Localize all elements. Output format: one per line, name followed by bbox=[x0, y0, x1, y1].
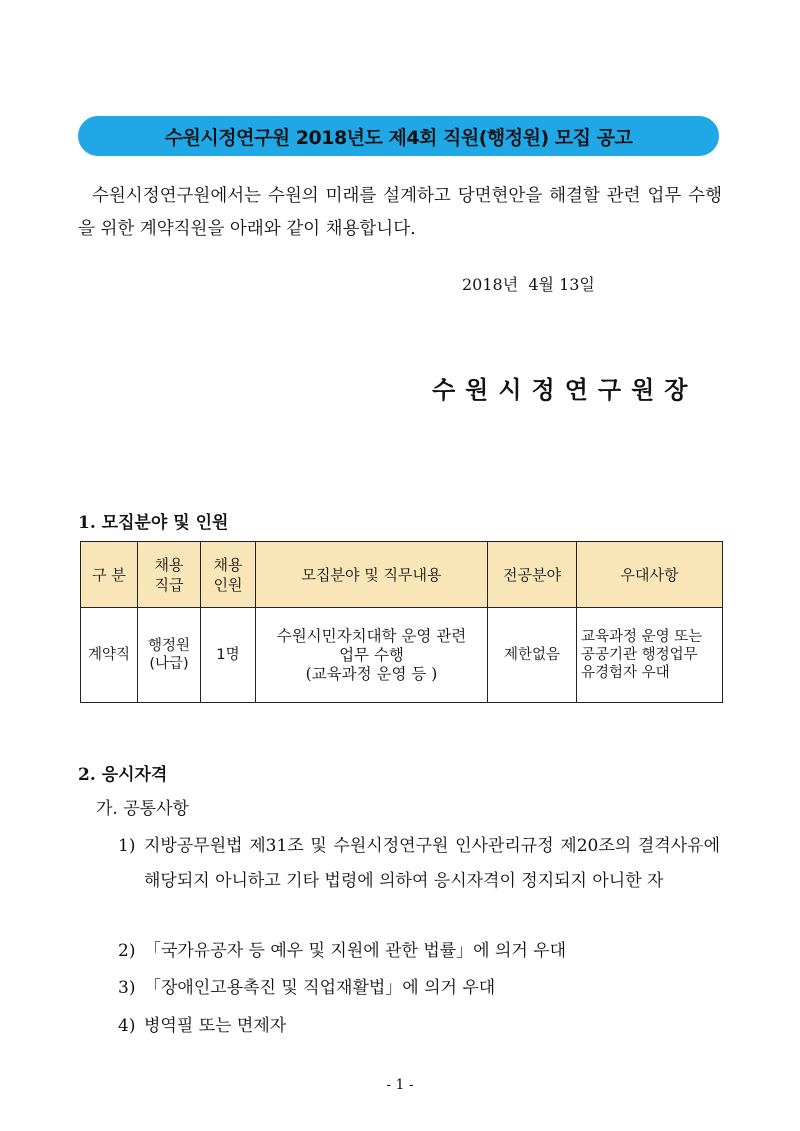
list-item bbox=[118, 978, 722, 1008]
cell-grade: 행정원 (나급) bbox=[138, 608, 201, 703]
item-text: 「장애인고용촉진 및 직업재활법」에 의거 우대 bbox=[144, 978, 496, 998]
signer-name: 수원시정연구원장 bbox=[432, 375, 698, 404]
table-header-row bbox=[81, 542, 723, 608]
cell-preference: 교육과정 운영 또는 공공기관 행정업무 유경험자 우대 bbox=[577, 608, 723, 703]
section-2-title: 2. 응시자격 bbox=[78, 765, 168, 785]
header-category: 구 분 bbox=[81, 542, 138, 608]
item-number: 4) bbox=[118, 1016, 136, 1036]
intro-text: 수원시정연구원에서는 수원의 미래를 설계하고 당면현안을 해결할 관련 업무 수행을 위한 계약직원을 아래와 같이 채용합니다. bbox=[78, 186, 722, 239]
item-number: 1) bbox=[118, 836, 136, 856]
table-row bbox=[81, 608, 723, 703]
cell-major: 제한없음 bbox=[488, 608, 577, 703]
section-1-title: 1. 모집분야 및 인원 bbox=[78, 513, 229, 533]
header-preference: 우대사항 bbox=[577, 542, 723, 608]
header-major: 전공분야 bbox=[488, 542, 577, 608]
cell-category: 계약직 bbox=[81, 608, 138, 703]
list-item bbox=[118, 1016, 722, 1046]
subsection-title: 가. 공통사항 bbox=[96, 799, 189, 819]
page-number: - 1 - bbox=[386, 1077, 414, 1093]
item-text: 병역필 또는 면제자 bbox=[144, 1016, 287, 1036]
item-number: 2) bbox=[118, 941, 136, 961]
list-item bbox=[118, 941, 722, 971]
header-headcount: 채용 인원 bbox=[201, 542, 256, 608]
item-number: 3) bbox=[118, 978, 136, 998]
item-text: 「국가유공자 등 예우 및 지원에 관한 법률」에 의거 우대 bbox=[144, 941, 567, 961]
list-item bbox=[118, 836, 722, 941]
intro-paragraph bbox=[78, 180, 722, 246]
recruitment-table bbox=[80, 541, 723, 703]
announcement-title: 수원시정연구원 2018년도 제4회 직원(행정원) 모집 공고 bbox=[164, 126, 633, 149]
item-text: 지방공무원법 제31조 및 수원시정연구원 인사관리규정 제20조의 결격사유에 해당되지 아니하고 기타 법령에 의하여 응시자격이 정지되지 아니한 자 bbox=[144, 836, 720, 891]
title-banner bbox=[78, 116, 719, 156]
header-duties: 모집분야 및 직무내용 bbox=[256, 542, 488, 608]
announcement-date: 2018년 4월 13일 bbox=[462, 275, 595, 294]
cell-headcount: 1명 bbox=[201, 608, 256, 703]
cell-duties: 수원시민자치대학 운영 관련 업무 수행 (교육과정 운영 등 ) bbox=[256, 608, 488, 703]
header-grade: 채용 직급 bbox=[138, 542, 201, 608]
